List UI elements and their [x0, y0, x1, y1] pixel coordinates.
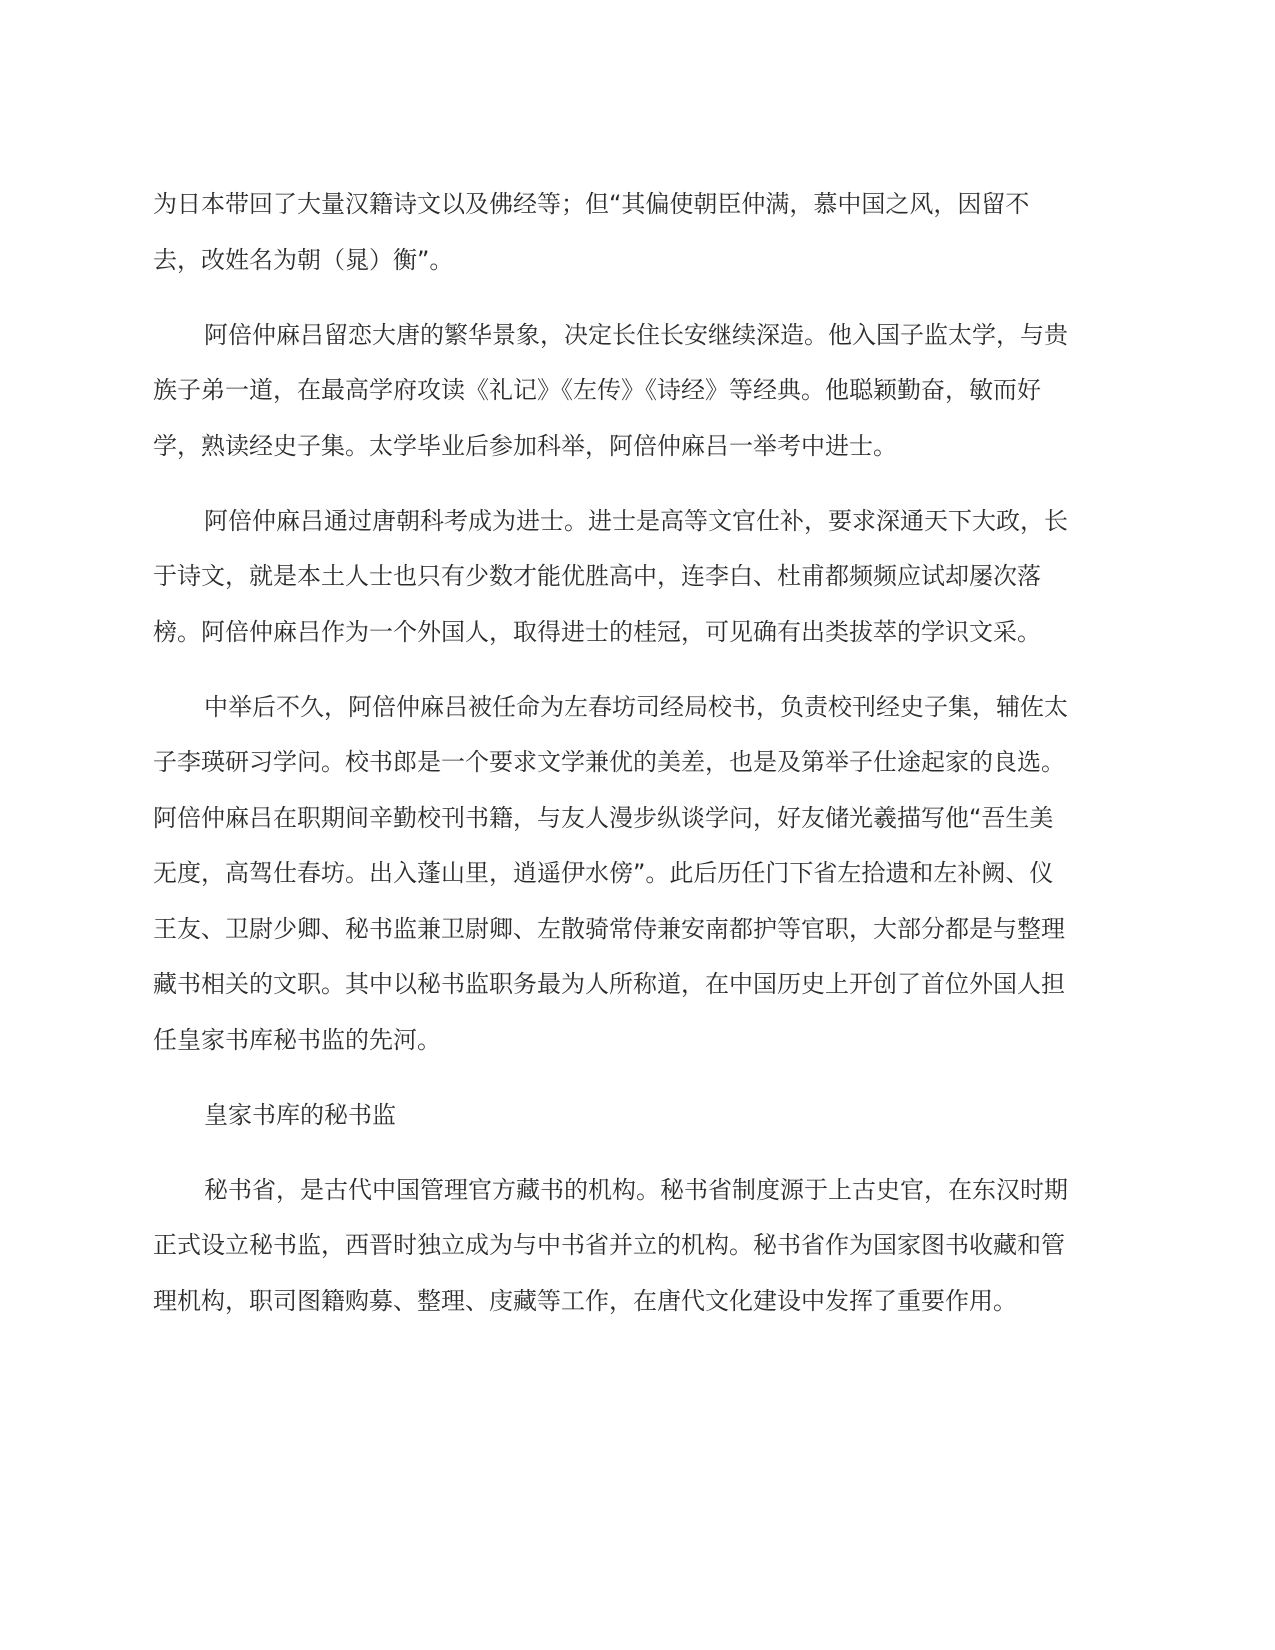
text-line: 榜。阿倍仲麻吕作为一个外国人，取得进士的桂冠，可见确有出类拔萃的学识文采。: [153, 618, 1041, 646]
text-line: 阿倍仲麻吕在职期间辛勤校刊书籍，与友人漫步纵谈学问，好友储光羲描写他“吾生美: [153, 804, 1054, 832]
text-line: 为日本带回了大量汉籍诗文以及佛经等；但“其偏使朝臣仲满，慕中国之风，因留不: [153, 190, 1030, 218]
paragraph-line: 中举后不久，阿倍仲麻吕被任命为左春坊司经局校书，负责校刊经史子集，辅佐太: [204, 693, 1068, 721]
text-line: 于诗文，就是本土人士也只有少数才能优胜高中，连李白、杜甫都频频应试却屡次落: [153, 562, 1041, 590]
paragraph-line: 阿倍仲麻吕留恋大唐的繁华景象，决定长住长安继续深造。他入国子监太学，与贵: [204, 321, 1068, 349]
text-line: 藏书相关的文职。其中以秘书监职务最为人所称道，在中国历史上开创了首位外国人担: [153, 970, 1065, 998]
text-line: 去，改姓名为朝（晁）衡”。: [153, 246, 454, 274]
text-line: 无度，高驾仕春坊。出入蓬山里，逍遥伊水傍”。此后历任门下省左拾遗和左补阙、仪: [153, 859, 1054, 887]
text-line: 王友、卫尉少卿、秘书监兼卫尉卿、左散骑常侍兼安南都护等官职，大部分都是与整理: [153, 915, 1065, 943]
paragraph-line: 秘书省，是古代中国管理官方藏书的机构。秘书省制度源于上古史官，在东汉时期: [204, 1176, 1068, 1204]
text-line: 任皇家书库秘书监的先河。: [153, 1026, 441, 1054]
paragraph-line: 阿倍仲麻吕通过唐朝科考成为进士。进士是高等文官仕补，要求深通天下大政，长: [204, 507, 1068, 535]
section-heading: 皇家书库的秘书监: [204, 1101, 396, 1129]
text-line: 族子弟一道，在最高学府攻读《礼记》《左传》《诗经》等经典。他聪颖勤奋，敏而好: [153, 376, 1041, 404]
text-line: 子李瑛研习学问。校书郎是一个要求文学兼优的美差，也是及第举子仕途起家的良选。: [153, 748, 1065, 776]
text-line: 正式设立秘书监，西晋时独立成为与中书省并立的机构。秘书省作为国家图书收藏和管: [153, 1231, 1065, 1259]
text-line: 理机构，职司图籍购募、整理、庋藏等工作，在唐代文化建设中发挥了重要作用。: [153, 1287, 1017, 1315]
text-line: 学，熟读经史子集。太学毕业后参加科举，阿倍仲麻吕一举考中进士。: [153, 432, 897, 460]
